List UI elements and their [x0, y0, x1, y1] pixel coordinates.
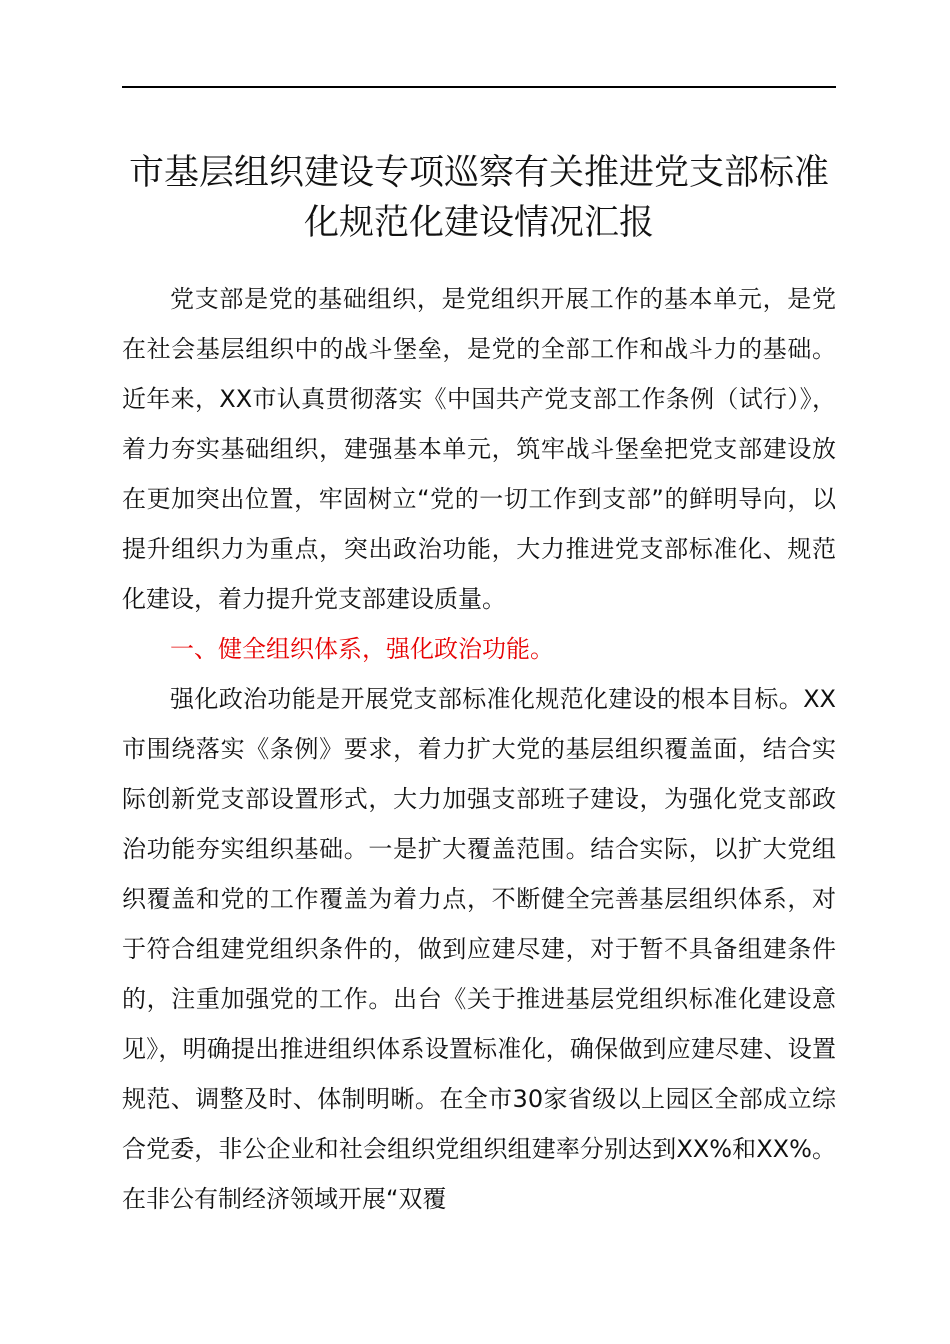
document-title: 市基层组织建设专项巡察有关推进党支部标准化规范化建设情况汇报	[128, 153, 829, 243]
section-paragraph: 强化政治功能是开展党支部标准化规范化建设的根本目标。XX市围绕落实《条例》要求，着力扩大党的基层组织覆盖面，结合实际创新党支部设置形式，大力加强支部班子建设，为强化党支部政治功能夯实组织基础。一是扩大覆盖范围。结合实际，以扩大党组织覆盖和党的工作覆盖为着力点，不断健全完善基层组织体系，对于符合组建党组织条件的，做到应建尽建，对于暂不具备组建条件的，注重加强党的工作。出台《关于推进基层党组织标准化建设意见》，明确提出推进组织体系设置标准化，确保做到应建尽建、设置规范、调整及时、体制明晰。在全市30家省级以上园区全部成立综合党委，非公企业和社会组织党组织组建率分别达到XX%和XX%。在非公有制经济领域开展“双覆	[122, 685, 836, 1213]
document-body	[122, 274, 836, 1224]
header-rule	[122, 86, 836, 88]
intro-paragraph: 党支部是党的基础组织，是党组织开展工作的基本单元，是党在社会基层组织中的战斗堡垒，是党的全部工作和战斗力的基础。近年来，XX市认真贯彻落实《中国共产党支部工作条例（试行）》，着力夯实基础组织，建强基本单元，筑牢战斗堡垒把党支部建设放在更加突出位置，牢固树立“党的一切工作到支部”的鲜明导向，以提升组织力为重点，突出政治功能，大力推进党支部标准化、规范化建设，着力提升党支部建设质量。	[122, 285, 836, 613]
section-heading: 一、健全组织体系，强化政治功能。	[170, 635, 554, 663]
